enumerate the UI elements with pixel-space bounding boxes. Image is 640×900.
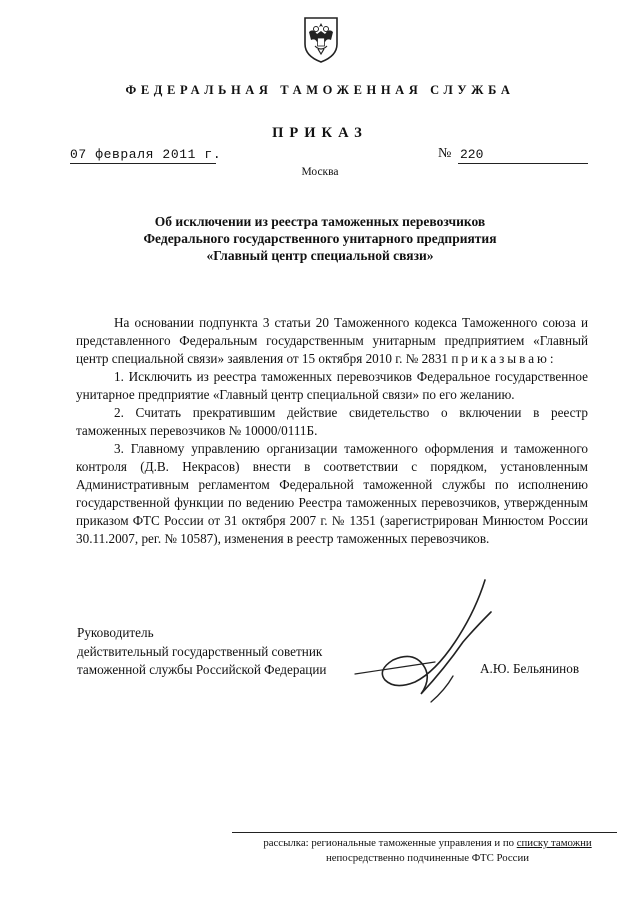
intro-text: На основании подпункта 3 статьи 20 Таможенного кодекса Таможенного союза и представленного Федеральным государственным унитарным предприятием «Главный центр специальной связи» заявления от 15 октября 2010 г. № 2831 [76,315,588,366]
distribution-prefix: рассылка: региональные таможенные управления и по [263,837,515,849]
distribution-line [230,836,625,851]
document-title [110,213,530,264]
agency-name: ФЕДЕРАЛЬНАЯ ТАМОЖЕННАЯ СЛУЖБА [125,83,515,97]
intro-paragraph [76,314,588,368]
signatory-title-line: таможенной службы Российской Федерации [77,662,327,677]
order-item-1: 1. Исключить из реестра таможенных перевозчиков Федеральное государственное унитарное предприятие «Главный центр специальной связи» по его желанию. [76,369,588,402]
handwritten-signature [335,572,515,712]
order-number-label: № [438,146,452,161]
date-underline [70,163,216,164]
signatory-title [77,624,326,680]
signatory-name: А.Ю. Бельянинов [480,661,580,676]
order-number: 220 [460,147,484,162]
document-type: ПРИКАЗ [272,125,368,141]
distribution-separator [232,832,617,833]
signatory-title-line: Руководитель [77,625,154,640]
customs-list-link: списку таможни [516,837,592,849]
distribution-list [230,836,625,866]
order-verb: приказываю: [451,351,557,366]
title-line: «Главный центр специальной связи» [206,248,434,263]
distribution-line: непосредственно подчиненные ФТС России [325,852,530,864]
order-body [76,314,588,548]
title-line: Федерального государственного унитарного предприятия [143,231,497,246]
order-item-3: 3. Главному управлению организации таможенного оформления и таможенного контроля (Д.В. Некрасов) внести в соответствии с порядком, установленным Административным регламентом Федеральной таможенной службы по исполнению государственной функции по ведению Реестра таможенных перевозчиков, утвержденным приказом ФТС России от 31 октября 2007 г. № 1351 (зарегистрирован Минюстом России 30.11.2007, рег. № 10587), изменения в реестр таможенных перевозчиков. [76,441,588,546]
order-date: 07 февраля 2011 г. [70,147,222,162]
signatory-title-line: действительный государственный советник [77,643,323,659]
number-underline [458,163,588,164]
city: Москва [301,166,339,178]
russian-coat-of-arms-icon [301,14,341,64]
order-item-2: 2. Считать прекратившим действие свидетельство о включении в реестр таможенных перевозчиков № 10000/0111Б. [76,405,588,438]
title-line: Об исключении из реестра таможенных перевозчиков [154,214,486,229]
